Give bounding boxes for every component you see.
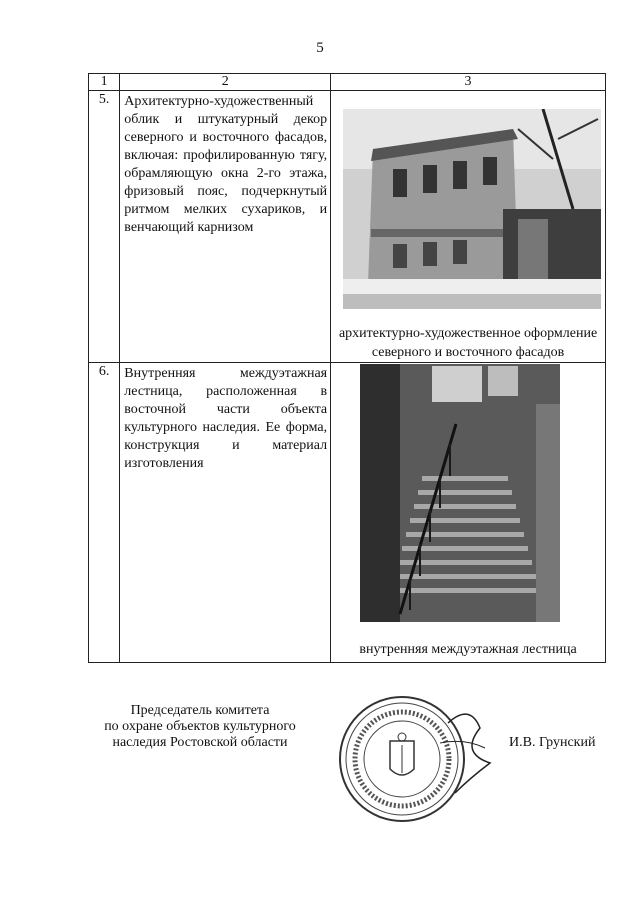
position-line: по охране объектов культурного xyxy=(104,719,296,734)
signatory-position xyxy=(80,703,320,751)
photo-caption: архитектурно-художественное оформление северного и восточного фасадов xyxy=(338,326,598,360)
table-header-row xyxy=(89,74,606,91)
signatory-name: И.В. Грунский xyxy=(509,735,596,750)
photo-caption: внутренняя междуэтажная лестница xyxy=(359,642,577,657)
position-line: наследия Ростовской области xyxy=(112,735,288,750)
facade-photo-image xyxy=(343,109,601,309)
objects-table xyxy=(88,73,606,663)
seal-stamp-image xyxy=(330,683,500,833)
table-row xyxy=(89,363,606,663)
facade-photo xyxy=(343,109,601,309)
column-header-3: 3 xyxy=(331,74,606,91)
official-seal xyxy=(330,683,500,838)
column-header-1: 1 xyxy=(89,74,120,91)
row-number: 6. xyxy=(98,364,110,379)
row-description: Архитектурно-художественный облик и штукатурный декор северного и восточного фасадов, включая: профилированную тягу, обрамляющую окна 2-го этажа, фризовый пояс, подчеркнутый ритмом мелких сухариков, и венчающий карнизом xyxy=(124,94,328,235)
page-number: 5 xyxy=(316,40,324,56)
column-header-2: 2 xyxy=(120,74,331,91)
staircase-photo-image xyxy=(360,364,560,622)
table-row xyxy=(89,91,606,363)
row-description: Внутренняя междуэтажная лестница, расположенная в восточной части объекта культурного наследия. Ее форма, конструкция и материал изготовления xyxy=(124,366,328,471)
row-number: 5. xyxy=(98,92,110,107)
staircase-photo xyxy=(360,364,560,622)
position-line: Председатель комитета xyxy=(130,703,270,718)
